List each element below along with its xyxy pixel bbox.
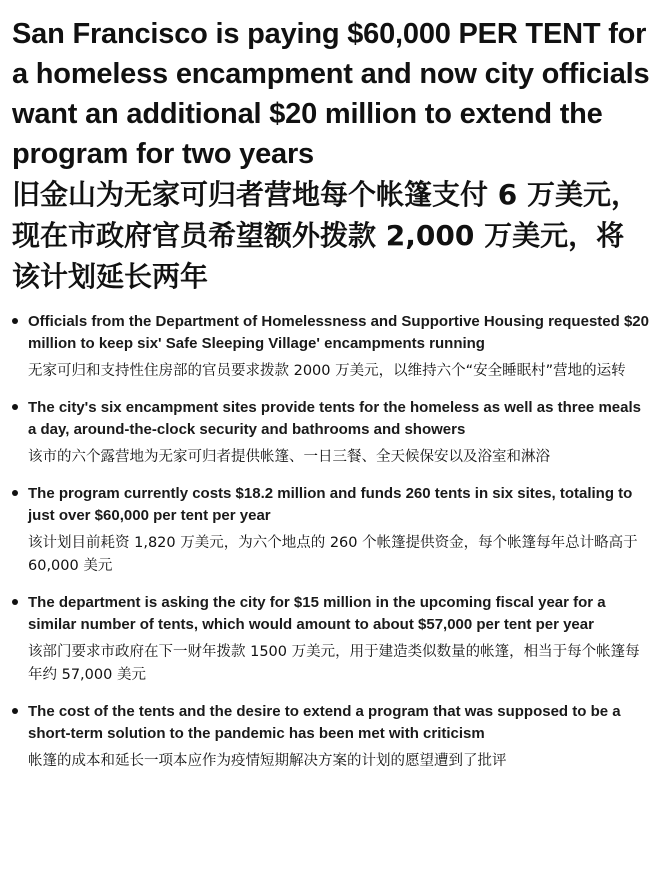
bullet-text-english: The program currently costs $18.2 million and funds 260 tents in six sites, totaling to just over $60,000 per tent per year [28, 485, 633, 524]
bullet-text-english: The department is asking the city for $15 million in the upcoming fiscal year for a similar number of tents, which would amount to about $57,000 per tent per year [28, 594, 606, 633]
bullet-text-chinese: 无家可归和支持性住房部的官员要求拨款 2000 万美元，以维持六个“安全睡眠村”营地的运转 [28, 363, 626, 379]
list-item [12, 701, 650, 773]
headline-english: San Francisco is paying $60,000 PER TENT for a homeless encampment and now city officials want an additional $20 million to extend the program for two years [12, 18, 650, 170]
bullet-dot-icon [12, 318, 18, 324]
bullet-dot-icon [12, 599, 18, 605]
bullet-text-chinese: 该部门要求市政府在下一财年拨款 1500 万美元，用于建造类似数量的帐篷，相当于每个帐篷每年约 57,000 美元 [28, 644, 640, 683]
headline-chinese: 旧金山为无家可归者营地每个帐篷支付 6 万美元，现在市政府官员希望额外拨款 2,000 万美元，将该计划延长两年 [12, 178, 639, 293]
bullet-list [12, 311, 650, 773]
list-item [12, 397, 650, 469]
bullet-text-chinese: 帐篷的成本和延长一项本应作为疫情短期解决方案的计划的愿望遭到了批评 [28, 753, 507, 769]
bullet-text-english: Officials from the Department of Homelessness and Supportive Housing requested $20 million to keep six' Safe Sleeping Village' encampments running [28, 313, 649, 352]
list-item [12, 311, 650, 383]
bullet-text-chinese: 该市的六个露营地为无家可归者提供帐篷、一日三餐、全天候保安以及浴室和淋浴 [28, 449, 550, 465]
bullet-text-english: The cost of the tents and the desire to extend a program that was supposed to be a short-term solution to the pandemic has been met with criticism [28, 703, 621, 742]
bullet-dot-icon [12, 490, 18, 496]
bullet-text-english: The city's six encampment sites provide tents for the homeless as well as three meals a day, around-the-clock security and bathrooms and showers [28, 399, 641, 438]
bullet-dot-icon [12, 404, 18, 410]
bullet-text-chinese: 该计划目前耗资 1,820 万美元，为六个地点的 260 个帐篷提供资金，每个帐篷每年总计略高于 60,000 美元 [28, 535, 638, 574]
bullet-dot-icon [12, 708, 18, 714]
list-item [12, 483, 650, 578]
list-item [12, 592, 650, 687]
